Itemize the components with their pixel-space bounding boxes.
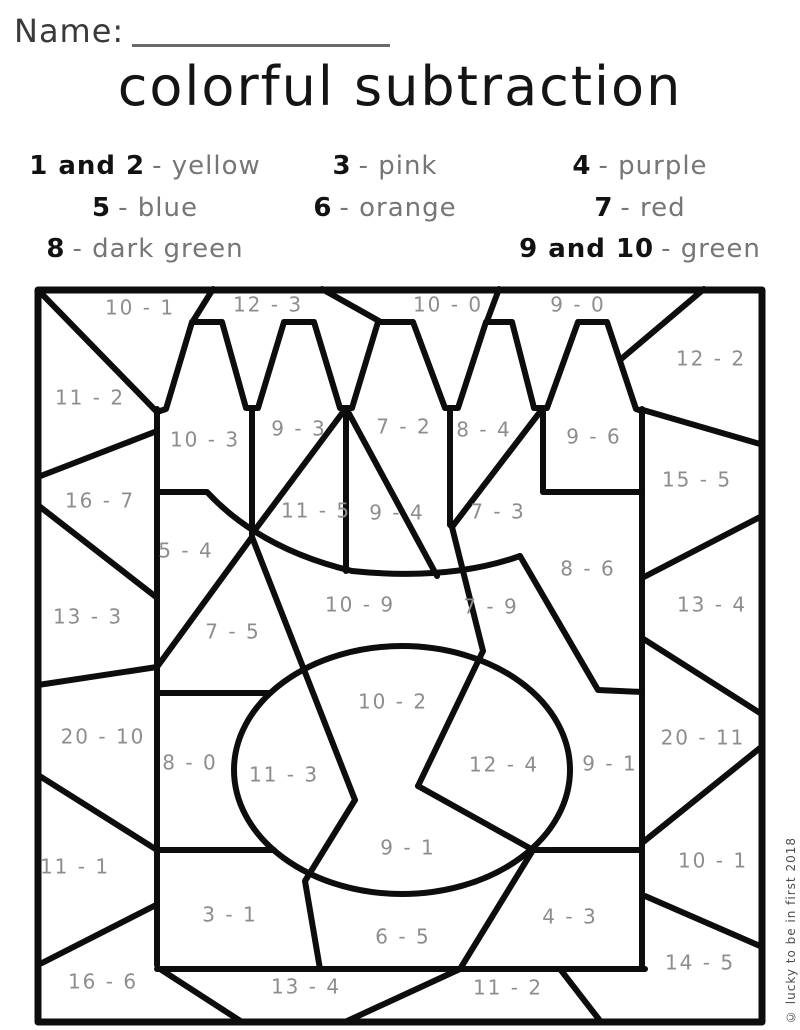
region-problem-label: 4 - 3	[542, 904, 598, 929]
region-problem-label: 9 - 1	[380, 835, 436, 860]
background-ray	[645, 896, 760, 946]
region-problem-label: 7 - 2	[376, 414, 432, 439]
background-ray	[38, 667, 157, 685]
background-ray	[38, 431, 157, 477]
region-problem-label: 9 - 0	[550, 292, 606, 317]
region-problem-label: 13 - 4	[270, 974, 342, 999]
region-problem-label: 11 - 5	[280, 498, 352, 523]
background-ray	[39, 506, 156, 597]
key-color: - pink	[358, 151, 438, 181]
key-color: - purple	[598, 151, 708, 181]
background-ray	[642, 748, 760, 843]
background-ray	[642, 517, 760, 578]
region-problem-label: 3 - 1	[202, 902, 258, 927]
background-ray	[42, 905, 156, 963]
region-problem-label: 10 - 2	[357, 689, 429, 714]
copyright-text: © lucky to be in first 2018	[784, 836, 798, 1024]
region-problem-label: 14 - 5	[664, 950, 736, 975]
region-problem-label: 8 - 4	[456, 417, 512, 442]
key-numbers: 6	[313, 192, 333, 223]
name-label: Name:	[14, 12, 125, 50]
region-problem-label: 10 - 1	[104, 295, 176, 320]
region-problem-label: 5 - 4	[158, 538, 214, 563]
region-problem-label: 10 - 1	[677, 848, 749, 873]
region-problem-label: 12 - 4	[468, 752, 540, 777]
key-color: - dark green	[72, 234, 244, 264]
key-numbers: 8	[46, 234, 66, 264]
crayon-tips-outline	[157, 322, 642, 412]
key-color: - red	[620, 192, 686, 223]
region-problem-label: 9 - 3	[271, 416, 327, 441]
region-problem-label: 9 - 6	[566, 424, 622, 449]
region-problem-label: 11 - 2	[472, 975, 544, 1000]
region-problem-label: 9 - 4	[369, 500, 425, 525]
key-numbers: 9 and 10	[519, 234, 655, 264]
region-problem-label: 7 - 5	[205, 619, 261, 644]
background-ray	[38, 775, 157, 850]
key-numbers: 7	[594, 192, 614, 223]
region-problem-label: 11 - 3	[248, 762, 320, 787]
region-problem-label: 20 - 10	[60, 724, 146, 749]
region-problem-label: 16 - 6	[67, 969, 139, 994]
background-ray	[643, 410, 760, 444]
region-problem-label: 8 - 0	[162, 750, 218, 775]
region-problem-label: 10 - 3	[169, 427, 241, 452]
region-problem-label: 20 - 11	[660, 725, 746, 750]
key-numbers: 1 and 2	[29, 151, 146, 181]
key-numbers: 3	[332, 151, 352, 181]
key-numbers: 4	[572, 151, 592, 181]
key-color: - orange	[339, 192, 457, 223]
page-title: colorful subtraction	[117, 55, 683, 118]
region-problem-label: 11 - 1	[39, 854, 111, 879]
region-problem-label: 12 - 2	[675, 346, 747, 371]
background-ray	[642, 638, 760, 713]
key-color: - green	[661, 234, 761, 264]
region-problem-label: 12 - 3	[232, 292, 304, 317]
background-ray	[560, 969, 601, 1022]
background-ray	[487, 289, 499, 321]
region-problem-label: 11 - 2	[54, 385, 126, 410]
background-ray	[322, 289, 379, 321]
region-problem-label: 7 - 3	[470, 499, 526, 524]
region-problem-label: 10 - 0	[412, 292, 484, 317]
region-problem-label: 6 - 5	[375, 924, 431, 949]
region-problem-label: 7 - 9	[463, 594, 519, 619]
background-ray	[193, 289, 213, 321]
key-numbers: 5	[92, 192, 112, 223]
region-problem-label: 13 - 4	[676, 592, 748, 617]
region-problem-label: 15 - 5	[661, 467, 733, 492]
key-color: - yellow	[152, 151, 261, 181]
region-problem-label: 10 - 9	[324, 592, 396, 617]
key-color: - blue	[118, 192, 198, 223]
region-problem-label: 8 - 6	[560, 556, 616, 581]
background-ray	[160, 969, 242, 1022]
region-problem-label: 9 - 1	[582, 751, 638, 776]
region-problem-label: 13 - 3	[52, 604, 124, 629]
region-problem-label: 16 - 7	[64, 488, 136, 513]
